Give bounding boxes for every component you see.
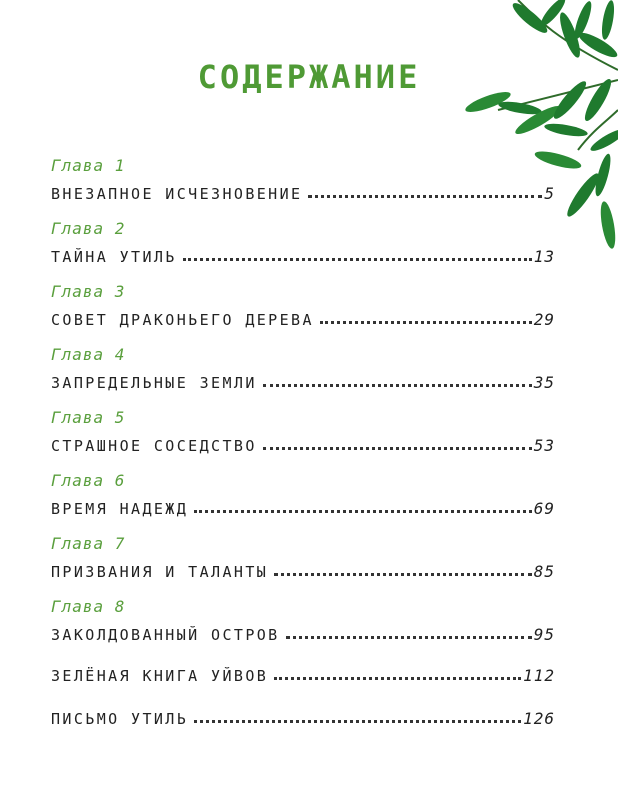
toc-line	[51, 555, 555, 581]
chapter-label: Глава 6	[51, 471, 126, 490]
toc-line	[51, 429, 555, 455]
toc-entry[interactable]	[51, 470, 555, 533]
page-number: 85	[533, 562, 555, 581]
dot-leader	[320, 321, 532, 324]
toc-line	[51, 366, 555, 392]
section-title: ЗЕЛЁНАЯ КНИГА УЙВОВ	[51, 667, 269, 685]
dot-leader	[263, 447, 532, 450]
table-of-contents	[51, 155, 555, 745]
dot-leader	[183, 258, 532, 261]
chapter-title: ВНЕЗАПНОЕ ИСЧЕЗНОВЕНИЕ	[51, 185, 303, 203]
toc-line	[51, 240, 555, 266]
dot-leader	[308, 195, 542, 198]
dot-leader	[194, 510, 532, 513]
page-number: 69	[533, 499, 555, 518]
dot-leader	[286, 636, 532, 639]
dot-leader	[274, 573, 532, 576]
chapter-label: Глава 7	[51, 534, 126, 553]
chapter-title: ВРЕМЯ НАДЕЖД	[51, 500, 189, 518]
toc-entry[interactable]	[51, 281, 555, 344]
page-number: 35	[533, 373, 555, 392]
toc-line	[51, 492, 555, 518]
page-number: 13	[533, 247, 555, 266]
chapter-title: СТРАШНОЕ СОСЕДСТВО	[51, 437, 257, 455]
chapter-title: СОВЕТ ДРАКОНЬЕГО ДЕРЕВА	[51, 311, 314, 329]
toc-line	[51, 303, 555, 329]
chapter-label: Глава 3	[51, 282, 126, 301]
section-title: ПИСЬМО УТИЛЬ	[51, 710, 189, 728]
dot-leader	[274, 677, 521, 680]
page-number: 95	[533, 625, 555, 644]
toc-line	[51, 659, 555, 685]
dot-leader	[263, 384, 532, 387]
page-title: СОДЕРЖАНИЕ	[197, 58, 421, 96]
chapter-label: Глава 8	[51, 597, 126, 616]
chapter-title: ПРИЗВАНИЯ И ТАЛАНТЫ	[51, 563, 269, 581]
chapter-label: Глава 1	[51, 156, 126, 175]
toc-line	[51, 618, 555, 644]
dot-leader	[194, 720, 521, 723]
chapter-label: Глава 5	[51, 408, 126, 427]
toc-entry[interactable]	[51, 702, 555, 745]
toc-entry[interactable]	[51, 533, 555, 596]
toc-entry[interactable]	[51, 407, 555, 470]
chapter-label: Глава 4	[51, 345, 126, 364]
chapter-title: ТАЙНА УТИЛЬ	[51, 248, 177, 266]
toc-entry[interactable]	[51, 596, 555, 659]
toc-entry[interactable]	[51, 155, 555, 218]
chapter-label: Глава 2	[51, 219, 126, 238]
toc-entry[interactable]	[51, 659, 555, 702]
toc-entry[interactable]	[51, 218, 555, 281]
page-number: 29	[533, 310, 555, 329]
chapter-title: ЗАПРЕДЕЛЬНЫЕ ЗЕМЛИ	[51, 374, 257, 392]
page-number: 53	[533, 436, 555, 455]
page-number: 126	[523, 709, 555, 728]
toc-line	[51, 177, 555, 203]
chapter-title: ЗАКОЛДОВАННЫЙ ОСТРОВ	[51, 626, 280, 644]
page-number: 112	[523, 666, 555, 685]
toc-entry[interactable]	[51, 344, 555, 407]
toc-line	[51, 702, 555, 728]
page-number: 5	[544, 184, 555, 203]
